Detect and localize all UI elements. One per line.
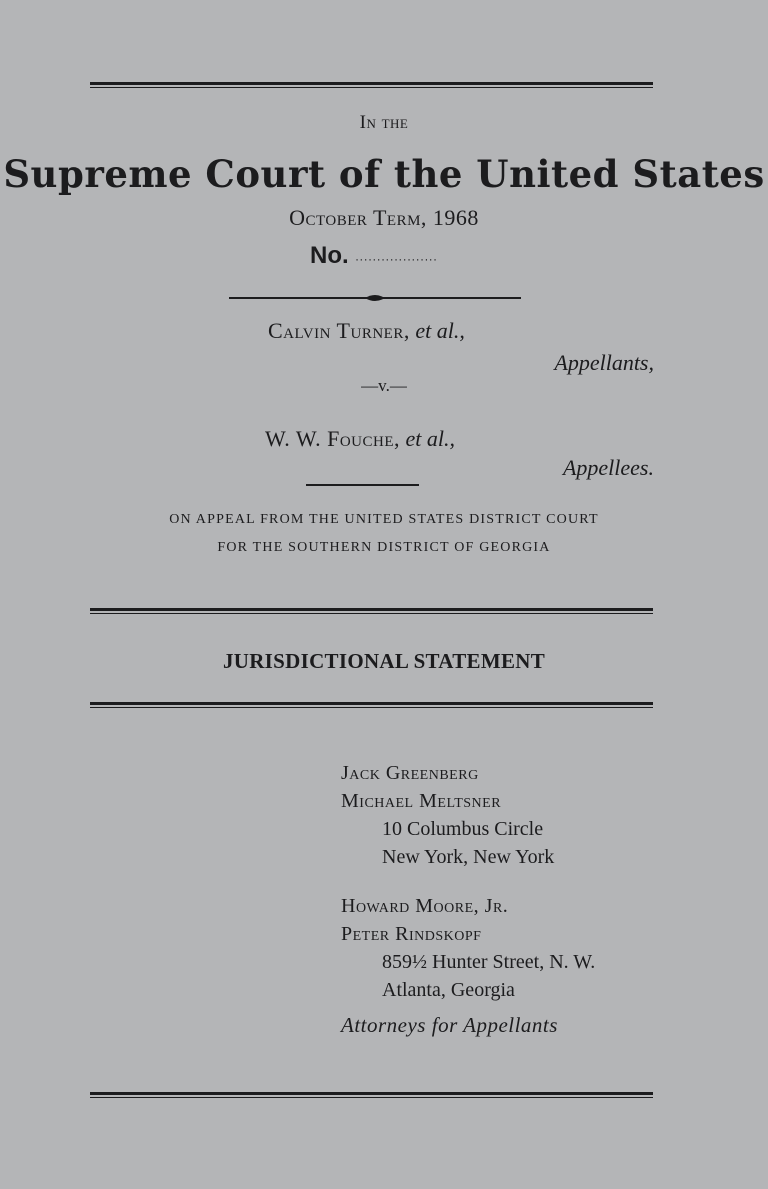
counsel-name: Michael Meltsner [341,790,502,812]
appeal-line-1: ON APPEAL FROM THE UNITED STATES DISTRICT COURT [169,512,599,527]
docket-blank: ................... [355,249,438,264]
counsel-name: Jack Greenberg [341,762,479,784]
appellant-etal: et al., [415,318,465,343]
appeal-line-2: FOR THE SOUTHERN DISTRICT OF GEORGIA [217,540,551,555]
counsel-block-2 [341,892,595,1004]
counsel-address-line: New York, New York [382,846,555,868]
counsel-address-line: 10 Columbus Circle [382,818,544,840]
counsel-name: Howard Moore, Jr. [341,895,509,917]
attorneys-for: Attorneys for Appellants [341,1013,558,1037]
term-line: October Term, 1968 [289,205,479,230]
counsel-address-line: Atlanta, Georgia [382,979,515,1001]
counsel-address-line: 859½ Hunter Street, N. W. [382,951,596,973]
court-title: Supreme Court of the United States [3,152,765,196]
counsel-name: Peter Rindskopf [341,923,482,945]
appellee-etal: et al., [405,426,455,451]
document-title: JURISDICTIONAL STATEMENT [222,649,546,673]
short-rule [306,484,419,486]
appellee-name: W. W. Fouche, [265,426,400,451]
in-the-label: In the [359,112,409,133]
versus: —v.— [361,376,407,395]
mid-rule-upper [90,608,653,614]
appellant-name: Calvin Turner, [268,318,410,343]
docket-label: No. [310,242,349,269]
appellant-role: Appellants, [554,350,654,375]
ornament-divider [229,290,521,306]
top-rule [90,82,653,88]
bottom-rule [90,1092,653,1098]
appellee-role: Appellees. [562,455,654,480]
appellee-party [265,426,455,452]
mid-rule-lower [90,702,653,708]
docket-number [310,242,438,270]
counsel-block-1 [341,759,554,871]
appellant-party [268,318,465,344]
